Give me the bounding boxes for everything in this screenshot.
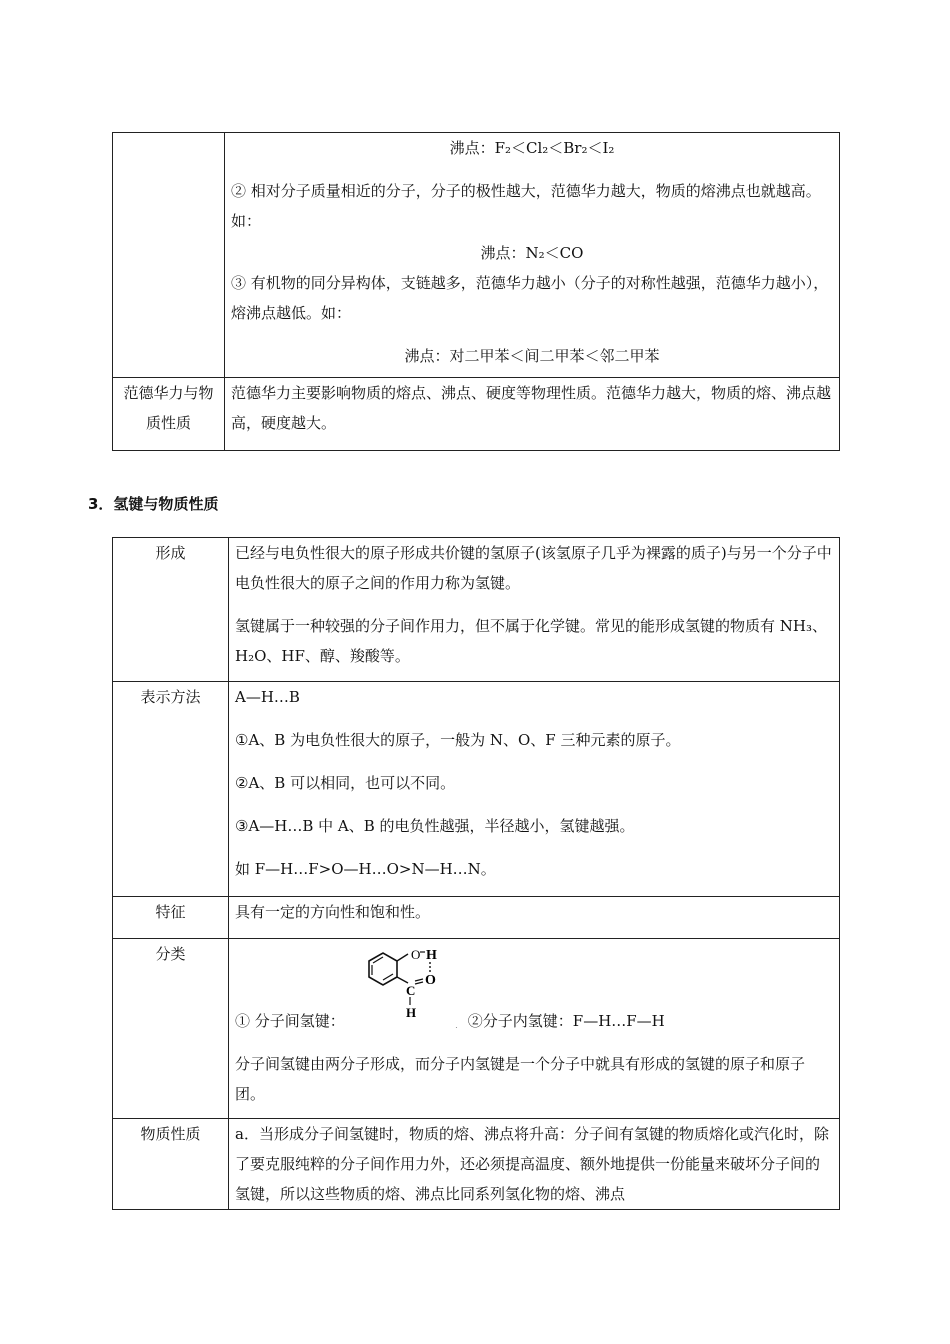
vdw-rules-cell: [225, 133, 840, 378]
classification-cell: [229, 939, 840, 1119]
representation-example: 如 F—H…F>O—H…O>N—H…N。: [235, 860, 496, 878]
representation-rule-1: ①A、B 为电负性很大的原子，一般为 N、O、F 三种元素的原子。: [235, 731, 681, 749]
intermolecular-label: ① 分子间氢键：: [235, 1012, 345, 1030]
o-top-label: O: [411, 947, 421, 962]
representation-rule-2: ②A、B 可以相同，也可以不同。: [235, 774, 456, 792]
hbond-table: [112, 537, 840, 1210]
hbond-formula: A—H…B: [235, 688, 300, 706]
row-label-feature: 特征: [113, 897, 229, 939]
bp-n2-co-line: 沸点：N₂＜CO: [480, 244, 584, 262]
formation-examples: 氢键属于一种较强的分子间作用力，但不属于化学键。常见的能形成氢键的物质有 NH₃、H₂O、HF、醇、羧酸等。: [235, 617, 827, 665]
intramolecular-label: 、②分子内氢键：F—H…F—H: [452, 1012, 665, 1030]
h-bottom-label: H: [406, 1005, 417, 1020]
c-label: C: [406, 983, 416, 998]
row-label-classification: 分类: [113, 939, 229, 1119]
row-label-vdw-properties: 范德华力与物质性质: [113, 378, 225, 451]
properties-text: a．当形成分子间氢键时，物质的熔、沸点将升高：分子间有氢键的物质熔化或汽化时，除了要克服纯粹的分子间作用力外，还必须提高温度、额外地提供一份能量来破坏分子间的氢键，所以这些物质的熔、沸点比同系列氢化物的熔、沸点: [229, 1119, 840, 1210]
o-right-label: O: [425, 973, 436, 988]
formation-cell: [229, 538, 840, 682]
empty-label-cell: [113, 133, 225, 378]
section-heading: 3．氢键与物质性质: [88, 495, 219, 513]
h-top-label: H: [426, 948, 437, 963]
classification-line: [235, 1005, 833, 1037]
classification-note: 分子间氢键由两分子形成，而分子内氢键是一个分子中就具有形成的氢键的原子和原子团。: [235, 1055, 806, 1103]
table-row: [113, 378, 840, 451]
formation-definition: 已经与电负性很大的原子形成共价键的氢原子(该氢原子几乎为裸露的质子)与另一个分子中电负性很大的原子之间的作用力称为氢键。: [235, 544, 832, 592]
row-label-formation: 形成: [113, 538, 229, 682]
rule-3-text: ③ 有机物的同分异构体，支链越多，范德华力越小（分子的对称性越强，范德华力越小），熔沸点越低。如：: [231, 274, 829, 322]
vdw-table: [112, 132, 840, 451]
representation-rule-3: ③A—H…B 中 A、B 的电负性越强，半径越小，氢键越强。: [235, 817, 635, 835]
table-row: [113, 1119, 840, 1210]
feature-text: 具有一定的方向性和饱和性。: [229, 897, 840, 939]
bp-xylenes-line: 沸点：对二甲苯＜间二甲苯＜邻二甲苯: [404, 347, 660, 365]
bp-halogens-line: 沸点：F₂＜Cl₂＜Br₂＜I₂: [449, 139, 615, 157]
table-row: [113, 133, 840, 378]
table-row: [113, 897, 840, 939]
salicylaldehyde-structure: [353, 939, 463, 1027]
rule-2-text: ② 相对分子质量相近的分子，分子的极性越大，范德华力越大，物质的熔沸点也就越高。如：: [231, 182, 821, 230]
table-row: [113, 538, 840, 682]
row-label-properties: 物质性质: [113, 1119, 229, 1210]
representation-cell: [229, 682, 840, 897]
table-row: [113, 682, 840, 897]
row-label-representation: 表示方法: [113, 682, 229, 897]
table-row: [113, 939, 840, 1119]
vdw-properties-text: 范德华力主要影响物质的熔点、沸点、硬度等物理性质。范德华力越大，物质的熔、沸点越高，硬度越大。: [225, 378, 840, 451]
